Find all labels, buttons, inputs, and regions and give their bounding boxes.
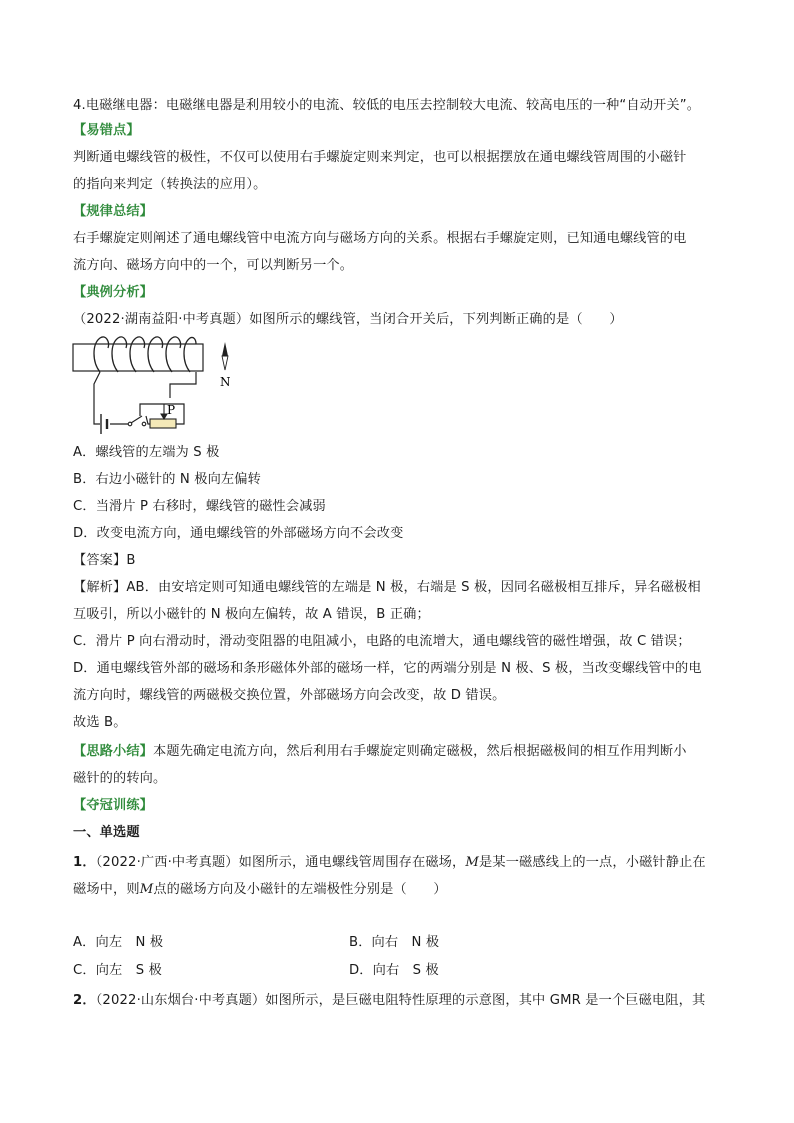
heading-training: 【夺冠训练】 — [73, 798, 154, 813]
solenoid-circuit-figure — [70, 336, 250, 436]
q1-option-c: C．向左 S 极 — [73, 963, 162, 978]
switch-icon — [128, 416, 146, 426]
solenoid-coil — [94, 337, 196, 372]
analysis-line-1: 【解析】AB．由安培定则可知通电螺线管的左端是 N 极，右端是 S 极，因同名磁极相互排斥，异名磁极相 — [73, 580, 701, 595]
needle-n-label: N — [220, 375, 231, 389]
rules-line-2: 流方向、磁场方向中的一个，可以判断另一个。 — [73, 258, 354, 273]
q1-text-a: （2022·广西·中考真题）如图所示，通电螺线管周围存在磁场， — [95, 855, 466, 870]
q1-option-a: A．向左 N 极 — [73, 935, 164, 950]
q2-number: 2． — [73, 993, 96, 1008]
q1-point-m: M — [465, 855, 480, 870]
heading-common-errors: 【易错点】 — [73, 123, 140, 138]
option-c: C．当滑片 P 右移时，螺线管的磁性会减弱 — [73, 499, 326, 514]
analysis-line-4: D．通电螺线管外部的磁场和条形磁体外部的磁场一样，它的两端分别是 N 极、S 极，当改变螺线管中的电 — [73, 661, 702, 676]
q1-options-row-2 — [73, 962, 723, 980]
errors-line-2: 的指向来判定（转换法的应用）。 — [73, 177, 267, 192]
heading-thinking-summary: 【思路小结】 — [73, 744, 154, 759]
summary-text-1: 本题先确定电流方向，然后利用右手螺旋定则确定磁极，然后根据磁极间的相互作用判断小 — [153, 744, 687, 759]
section-single-choice: 一、单选题 — [73, 825, 140, 840]
option-d: D．改变电流方向，通电螺线管的外部磁场方向不会改变 — [73, 526, 404, 541]
summary-line-1 — [73, 743, 723, 761]
q1-line-2 — [73, 881, 723, 899]
rules-line-1: 右手螺旋定则阐述了通电螺线管中电流方向与磁场方向的关系。根据右手螺旋定则，已知通电螺线管的电 — [73, 231, 687, 246]
analysis-line-3: C．滑片 P 向右滑动时，滑动变阻器的电阻减小，电路的电流增大，通电螺线管的磁性增强，故 C 错误； — [73, 634, 691, 649]
q1-number: 1． — [73, 855, 96, 870]
q1-options-row-1 — [73, 934, 723, 952]
summary-line-2: 磁针的的转向。 — [73, 771, 167, 786]
errors-line-1: 判断通电螺线管的极性，不仅可以使用右手螺旋定则来判定，也可以根据摆放在通电螺线管周围的小磁针 — [73, 150, 687, 165]
choose-line: 故选 B。 — [73, 715, 127, 730]
heading-rules-summary: 【规律总结】 — [73, 204, 154, 219]
example-question: （2022·湖南益阳·中考真题）如图所示的螺线管，当闭合开关后，下列判断正确的是（ ） — [73, 312, 623, 327]
analysis-line-2: 互吸引，所以小磁针的 N 极向左偏转，故 A 错误，B 正确； — [73, 607, 430, 622]
slider-label: P — [167, 403, 176, 417]
q2-line-1 — [73, 992, 723, 1010]
analysis-line-5: 流方向时，螺线管的两磁极交换位置，外部磁场方向会改变，故 D 错误。 — [73, 688, 506, 703]
rheostat-icon — [150, 419, 176, 428]
q1-point-m-2: M — [139, 882, 154, 897]
circuit-wires — [94, 372, 196, 424]
q1-option-b: B．向右 N 极 — [349, 935, 440, 950]
q1-option-d: D．向右 S 极 — [349, 963, 439, 978]
solenoid-core — [73, 344, 203, 371]
q1-line-1 — [73, 854, 723, 872]
heading-example-analysis: 【典例分析】 — [73, 285, 154, 300]
q1-text-c: 磁场中，则 — [73, 882, 140, 897]
option-a: A．螺线管的左端为 S 极 — [73, 445, 220, 460]
battery-icon — [101, 414, 107, 434]
option-b: B．右边小磁针的 N 极向左偏转 — [73, 472, 261, 487]
q1-text-b: 是某一磁感线上的一点，小磁针静止在 — [479, 855, 706, 870]
compass-needle-icon — [222, 342, 228, 370]
q2-text: （2022·山东烟台·中考真题）如图所示，是巨磁电阻特性原理的示意图，其中 GMR 是一个巨磁电阻，其 — [95, 993, 706, 1008]
q1-text-d: 点的磁场方向及小磁针的左端极性分别是（ ） — [153, 882, 447, 897]
paragraph-relay: 4.电磁继电器：电磁继电器是利用较小的电流、较低的电压去控制较大电流、较高电压的一种“自动开关”。 — [73, 98, 701, 113]
answer-line: 【答案】B — [73, 553, 136, 568]
